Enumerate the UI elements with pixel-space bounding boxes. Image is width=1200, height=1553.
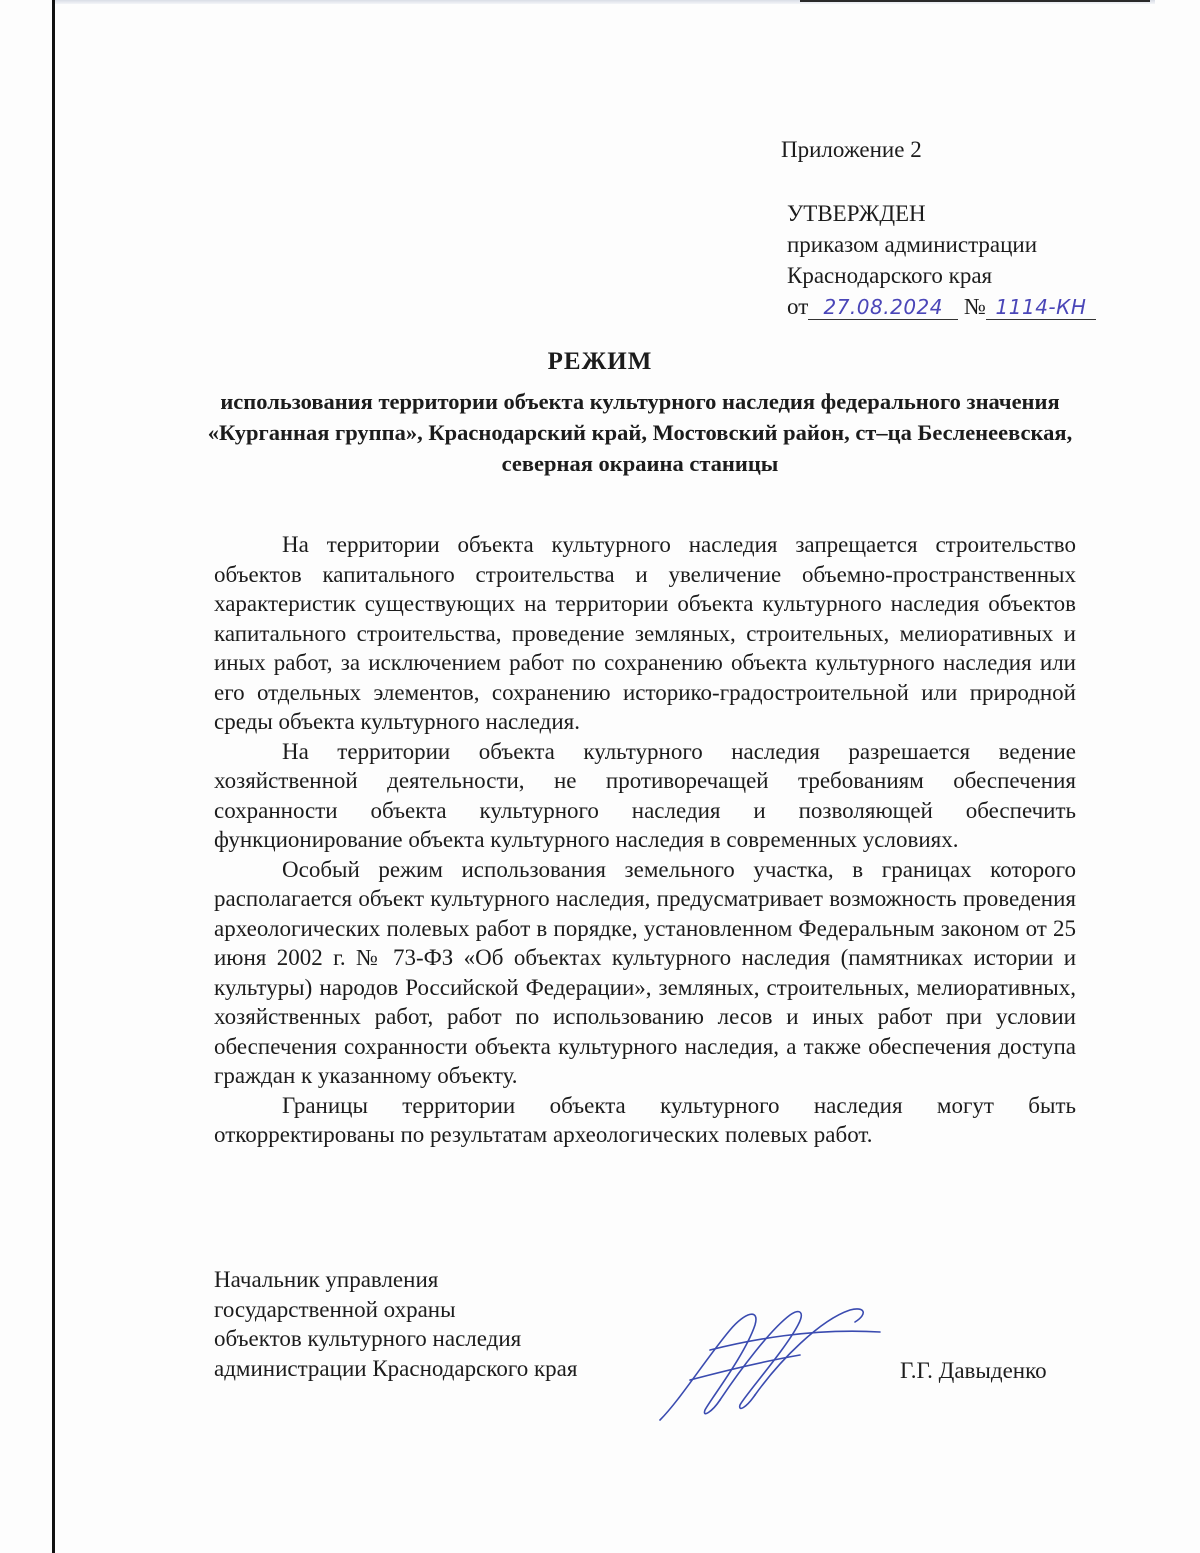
handwritten-signature — [650, 1300, 900, 1430]
date-prefix: от — [787, 294, 809, 319]
appendix-label: Приложение 2 — [781, 137, 922, 162]
signatory-position — [214, 1265, 577, 1383]
position-line: государственной охраны — [214, 1296, 456, 1322]
document-title: РЕЖИМ — [547, 348, 653, 375]
signatory-name: Г.Г. Давыденко — [900, 1358, 1047, 1383]
scan-edge-left — [52, 0, 55, 1553]
number-prefix: № — [964, 294, 986, 319]
position-line: Начальник управления — [214, 1267, 439, 1292]
approval-line-1: приказом администрации — [787, 232, 1038, 257]
paragraph: На территории объекта культурного наследия запрещается строительство объектов капитального строительства и увеличение объемно-пространственных характеристик существующих на территории объекта культурного наследия объектов капитального строительства, проведение земляных, строительных, мелиоративных и иных работ, за исключением работ по сохранению объекта культурного наследия или его отдельных элементов, сохранению историко-градостроительной или природной среды объекта культурного наследия. — [214, 532, 1076, 734]
position-line: объектов культурного наследия — [214, 1326, 522, 1351]
paragraph: Границы территории объекта культурного наследия могут быть откорректированы по результатам археологических полевых работ. — [214, 1092, 1076, 1147]
handwritten-number: 1114-КН — [995, 295, 1087, 319]
approval-line-2: Краснодарского края — [787, 263, 993, 288]
approval-heading: УТВЕРЖДЕН — [787, 201, 926, 226]
scan-edge-top-dark — [800, 0, 1150, 2]
handwritten-date: 27.08.2024 — [823, 295, 943, 319]
document-subtitle: использования территории объекта культурного наследия федерального значения «Курганная группа», Краснодарский край, Мостовский район, ст–ца Бесленеевская, северная окраина станицы — [207, 389, 1073, 476]
paragraph: На территории объекта культурного наследия разрешается ведение хозяйственной деятельности, не противоречащей требованиям обеспечения сохранности объекта культурного наследия и позволяющей обеспечить функционирование объекта культурного наследия в современных условиях. — [214, 738, 1076, 852]
approval-order-line — [787, 291, 1096, 322]
position-line: администрации Краснодарского края — [214, 1355, 578, 1381]
approval-stamp-block — [787, 198, 1096, 322]
paragraph: Особый режим использования земельного участка, в границах которого располагается объект культурного наследия, предусматривает возможность проведения археологических полевых работ в порядке, установленном Федеральным законом от 25 июня 2002 г. № 73-ФЗ «Об объектах культурного наследия (памятниках истории и культуры) народов Российской Федерации», земляных, строительных, мелиоративных, хозяйственных работ, работ по использованию лесов и иных работ при условии обеспечения сохранности объекта культурного наследия, а также обеспечения доступа граждан к указанному объекту. — [214, 856, 1076, 1088]
date-blank — [808, 295, 958, 320]
document-body — [214, 530, 1076, 1150]
number-blank — [986, 295, 1096, 320]
